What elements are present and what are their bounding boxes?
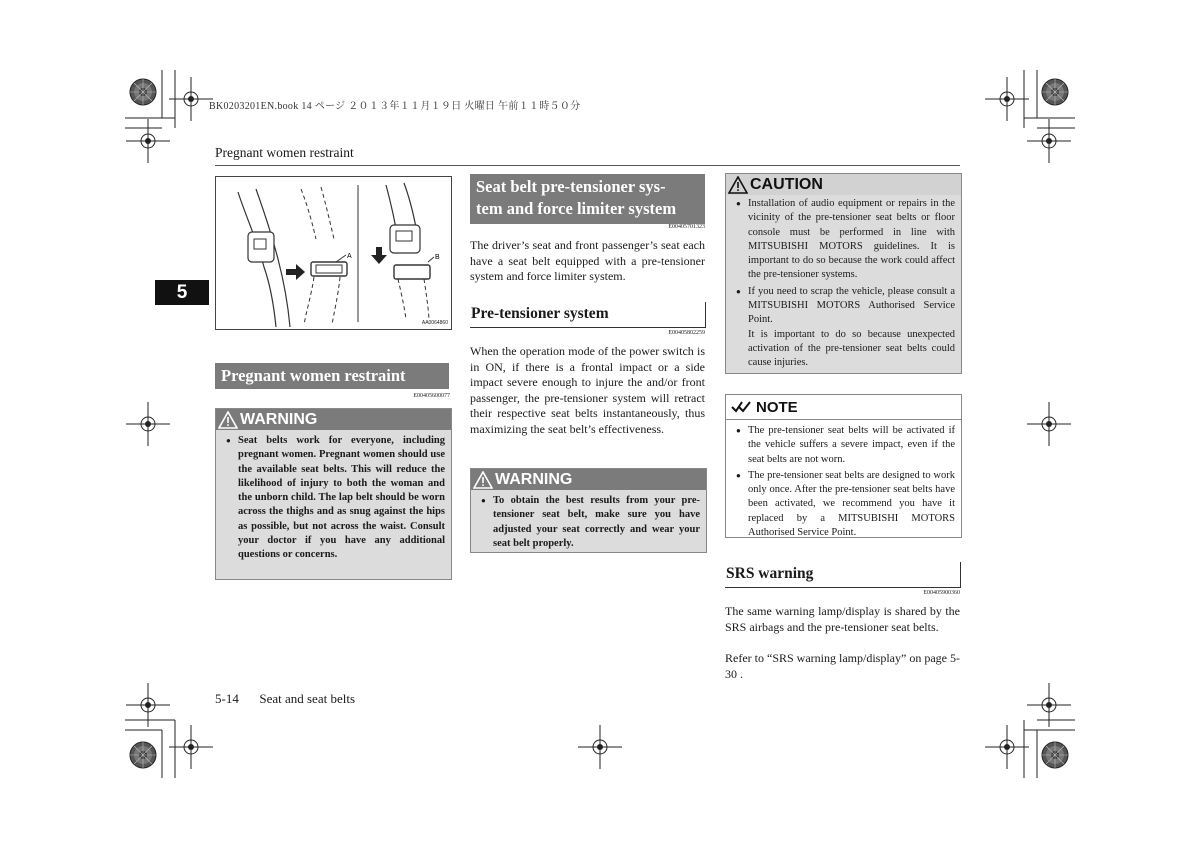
section-title-pretensioner bbox=[470, 174, 705, 224]
seat-belt-drawing bbox=[216, 177, 451, 329]
crosshair-mark bbox=[126, 119, 170, 163]
crosshair-mark bbox=[578, 725, 622, 769]
warning-triangle-icon bbox=[218, 411, 238, 429]
caution-item: ● If you need to scrap the vehicle, please consult a MITSUBISHI MOTORS Authorised Service Point. bbox=[736, 285, 955, 328]
note-item: ● The pre-tensioner seat belts are designed to work only once. After the pre-tensioner seat belts have been activated, we recommend you have it replaced by a MITSUBISHI MOTORS Authorised Service Point. bbox=[736, 469, 955, 540]
subsection-rule bbox=[960, 562, 961, 587]
note-box bbox=[725, 394, 962, 538]
crosshair-mark bbox=[126, 402, 170, 446]
warning-label: WARNING bbox=[240, 411, 318, 428]
warning-triangle-icon bbox=[473, 471, 493, 489]
crosshair-mark bbox=[1027, 402, 1071, 446]
print-header-meta: BK0203201EN.book 14 ページ ２０１３年１１月１９日 火曜日 午前１１時５０分 bbox=[209, 101, 581, 112]
warning-label: WARNING bbox=[495, 471, 573, 488]
crosshair-mark bbox=[1027, 119, 1071, 163]
srs-paragraph-1: The same warning lamp/display is shared by the SRS airbags and the pre-tensioner seat belts. bbox=[725, 604, 960, 634]
intro-paragraph: The driver’s seat and front passenger’s seat each have a seat belt equipped with a pre-tensioner system and force limiter system. bbox=[470, 238, 705, 284]
subsection-title-pretensioner: Pre-tensioner system bbox=[471, 305, 609, 322]
caution-header bbox=[726, 174, 961, 195]
rosette-mark-top-right bbox=[1042, 79, 1068, 105]
warning-item: ● Seat belts work for everyone, including pregnant women. Pregnant women should use the available seat belts. This will reduce the likelihood of injury to both the woman and the unborn child. The lap belt should be worn across the thighs and as snug against the hips as possible, but not across the waist. Consult your doctor if you have any additional questions or concerns. bbox=[226, 434, 445, 563]
running-head: Pregnant women restraint bbox=[215, 145, 354, 160]
crosshair-mark bbox=[169, 725, 213, 769]
subsection-rule bbox=[705, 302, 706, 327]
subsection-rule bbox=[725, 587, 961, 588]
section-title-line-2: tem and force limiter system bbox=[476, 199, 677, 218]
rosette-mark-bottom-right bbox=[1042, 742, 1068, 768]
caution-item: ● Installation of audio equipment or repairs in the vicinity of the pre-tensioner seat belts or floor console must be performed in line with MITSUBISHI MOTORS guidelines. It is important to do so because the work could affect the pre-tensioner systems. bbox=[736, 197, 955, 283]
srs-paragraph-2: Refer to “SRS warning lamp/display” on page 5-30 . bbox=[725, 651, 960, 681]
subsection-code: E00405900360 bbox=[923, 590, 960, 596]
subsection-title-srs: SRS warning bbox=[726, 565, 814, 582]
section-title-pregnant-women: Pregnant women restraint bbox=[215, 363, 449, 389]
note-check-icon bbox=[730, 399, 752, 415]
chapter-tab: 5 bbox=[155, 280, 209, 305]
section-title-line-1: Seat belt pre-tensioner sys- bbox=[476, 177, 666, 196]
body-paragraph: When the operation mode of the power switch is in ON, if there is a frontal impact or a side impact severe enough to injure the and/or front passenger, the pre-tensioner system will retract their respective seat belts instantaneously, thus maximizing the seat belt’s effectiveness. bbox=[470, 344, 705, 436]
subsection-code: E00405802259 bbox=[668, 330, 705, 336]
seat-belt-illustration bbox=[215, 176, 452, 330]
crosshair-mark bbox=[985, 77, 1029, 121]
caution-label: CAUTION bbox=[750, 176, 823, 193]
rosette-mark-bottom-left bbox=[130, 742, 156, 768]
warning-header bbox=[471, 469, 706, 490]
label-a: A bbox=[347, 253, 352, 260]
page-footer bbox=[215, 691, 355, 707]
note-item: ● The pre-tensioner seat belts will be activated if the vehicle suffers a severe impact, even if the seat belts are not worn. bbox=[736, 424, 955, 467]
subsection-rule bbox=[470, 327, 706, 328]
figure-code: AA0064860 bbox=[421, 320, 448, 326]
section-code: E00405600077 bbox=[413, 393, 450, 399]
warning-box-pretensioner bbox=[470, 468, 707, 553]
warning-header bbox=[216, 409, 451, 430]
caution-box bbox=[725, 173, 962, 374]
chapter-title: Seat and seat belts bbox=[259, 691, 356, 706]
label-b: B bbox=[435, 254, 440, 261]
note-header bbox=[726, 395, 961, 420]
note-label: NOTE bbox=[756, 398, 798, 416]
rosette-mark-top-left bbox=[130, 79, 156, 105]
caution-triangle-icon bbox=[728, 176, 748, 194]
header-rule bbox=[215, 165, 960, 166]
warning-item: ● To obtain the best results from your pre-tensioner seat belt, make sure you have adjusted your seat correctly and wear your seat belt properly. bbox=[481, 494, 700, 551]
warning-box-pregnant bbox=[215, 408, 452, 580]
section-code: E00405701323 bbox=[668, 224, 705, 230]
caution-item-continued: It is important to do so because unexpected activation of the pre-tensioner seat belts could cause injuries. bbox=[748, 328, 955, 369]
page-number: 5-14 bbox=[215, 691, 239, 706]
crosshair-mark bbox=[985, 725, 1029, 769]
crosshair-mark bbox=[169, 77, 213, 121]
